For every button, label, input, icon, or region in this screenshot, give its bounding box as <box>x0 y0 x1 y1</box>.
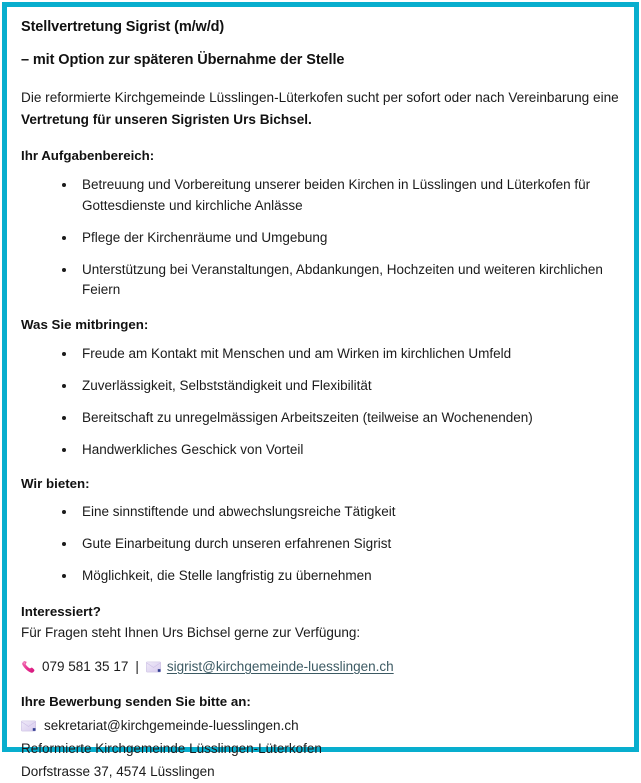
contact-subheading: Für Fragen steht Ihnen Urs Bichsel gerne zur Verfügung: <box>21 624 361 640</box>
application-heading: Ihre Bewerbung senden Sie bitte an: <box>21 694 251 710</box>
contact-email-link[interactable]: sigrist@kirchgemeinde-luesslingen.ch <box>166 658 394 674</box>
section-bullet-list <box>21 344 620 461</box>
organisation-address: Dorfstrasse 37, 4574 Lüsslingen <box>21 763 215 779</box>
section-bullet-list <box>21 502 620 587</box>
section-aufgabenbereich <box>21 147 620 301</box>
intro-paragraph <box>21 87 620 131</box>
page-subtitle: – mit Option zur späteren Übernahme der Stelle <box>21 51 345 68</box>
contact-heading: Interessiert? <box>21 604 101 620</box>
list-item: Eine sinnstiftende und abwechslungsreiche Tätigkeit <box>21 502 620 523</box>
list-item: Gute Einarbeitung durch unseren erfahrenen Sigrist <box>21 534 620 555</box>
job-posting-card <box>2 2 639 779</box>
section-heading: Wir bieten: <box>21 475 90 491</box>
section-heading: Ihr Aufgabenbereich: <box>21 148 155 164</box>
section-was-sie-mitbringen <box>21 316 620 460</box>
list-item: Bereitschaft zu unregelmässigen Arbeitszeiten (teilweise an Wochenenden) <box>21 408 620 429</box>
contact-row <box>21 657 620 677</box>
envelope-icon <box>21 720 36 732</box>
application-email[interactable]: sekretariat@kirchgemeinde-luesslingen.ch <box>44 717 299 733</box>
list-item: Handwerkliches Geschick von Vorteil <box>21 440 620 461</box>
section-heading: Was Sie mitbringen: <box>21 317 149 333</box>
intro-lead: Die reformierte Kirchgemeinde Lüsslingen-Lüterkofen sucht per sofort oder nach Vereinbarung eine <box>21 90 619 106</box>
list-item: Pflege der Kirchenräume und Umgebung <box>21 228 620 249</box>
contact-phone: 079 581 35 17 <box>42 658 129 674</box>
list-item: Möglichkeit, die Stelle langfristig zu übernehmen <box>21 566 620 587</box>
section-wir-bieten <box>21 475 620 587</box>
contact-separator: | <box>135 658 139 674</box>
list-item: Zuverlässigkeit, Selbstständigkeit und Flexibilität <box>21 376 620 397</box>
intro-emphasis: Vertretung für unseren Sigristen Urs Bichsel. <box>21 112 312 128</box>
page-title: Stellvertretung Sigrist (m/w/d) <box>21 19 225 35</box>
list-item: Betreuung und Vorbereitung unserer beiden Kirchen in Lüsslingen und Lüterkofen für Gottesdienste und kirchliche Anlässe <box>21 175 620 217</box>
list-item: Freude am Kontakt mit Menschen und am Wirken im kirchlichen Umfeld <box>21 344 620 365</box>
telephone-receiver-icon <box>21 660 36 675</box>
organisation-name: Reformierte Kirchgemeinde Lüsslingen-Lüterkofen <box>21 740 322 756</box>
envelope-icon <box>146 661 161 673</box>
application-email-row <box>21 716 620 737</box>
list-item: Unterstützung bei Veranstaltungen, Abdankungen, Hochzeiten und weiteren kirchlichen Feiern <box>21 260 620 302</box>
section-bullet-list <box>21 175 620 302</box>
